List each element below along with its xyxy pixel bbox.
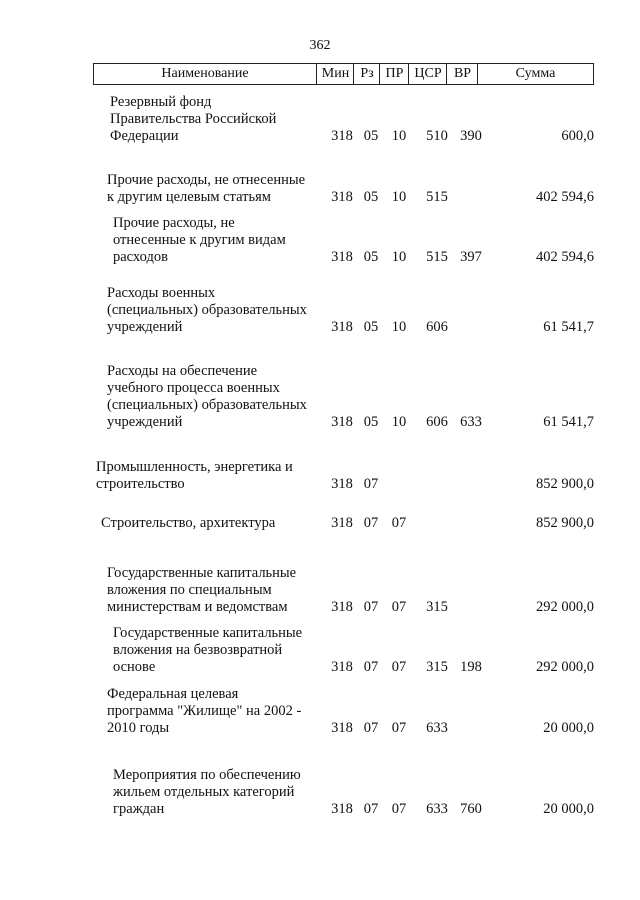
row-name-line: граждан bbox=[113, 801, 165, 817]
row-name bbox=[96, 459, 293, 493]
cell-sum: 852 900,0 bbox=[536, 476, 594, 492]
row-name-line: Резервный фонд bbox=[110, 94, 212, 110]
cell-csr: 633 bbox=[426, 801, 448, 817]
row-name-line: основе bbox=[113, 659, 156, 675]
table-row bbox=[0, 459, 640, 493]
table-row bbox=[0, 625, 640, 676]
row-name-line: Строительство, архитектура bbox=[101, 515, 276, 531]
row-name-line: расходов bbox=[113, 249, 168, 265]
row-name-line: Федеральная целевая bbox=[107, 686, 239, 702]
row-name-line: (специальных) образовательных bbox=[107, 397, 307, 413]
page-number: 362 bbox=[309, 38, 331, 53]
cell-min: 318 bbox=[331, 189, 353, 205]
cell-sum: 20 000,0 bbox=[543, 720, 594, 736]
row-name-line: учреждений bbox=[107, 319, 183, 335]
cell-rz: 07 bbox=[363, 476, 379, 492]
cell-csr: 633 bbox=[426, 720, 448, 736]
cell-vr: 390 bbox=[460, 128, 482, 144]
row-name-line: учреждений bbox=[107, 414, 183, 430]
cell-pr: 10 bbox=[391, 249, 407, 265]
cell-pr: 10 bbox=[391, 414, 407, 430]
cell-vr: 397 bbox=[460, 249, 482, 265]
table-row bbox=[0, 363, 640, 431]
cell-min: 318 bbox=[331, 515, 353, 531]
header-min: Мин bbox=[316, 64, 354, 84]
header-name: Наименование bbox=[161, 66, 249, 81]
header-sum: Сумма bbox=[477, 64, 593, 84]
cell-sum: 402 594,6 bbox=[536, 189, 594, 205]
row-name-line: к другим целевым статьям bbox=[107, 189, 271, 205]
table-row bbox=[0, 767, 640, 818]
cell-csr: 606 bbox=[426, 319, 448, 335]
cell-pr: 07 bbox=[391, 659, 407, 675]
table-row bbox=[0, 94, 640, 145]
header-csr: ЦСР bbox=[408, 64, 447, 84]
cell-rz: 07 bbox=[363, 720, 379, 736]
cell-pr: 10 bbox=[391, 189, 407, 205]
cell-sum: 402 594,6 bbox=[536, 249, 594, 265]
cell-min: 318 bbox=[331, 659, 353, 675]
cell-csr: 315 bbox=[426, 599, 448, 615]
table-row bbox=[0, 172, 640, 206]
row-name-line: Государственные капитальные bbox=[107, 565, 297, 581]
cell-sum: 292 000,0 bbox=[536, 599, 594, 615]
cell-sum: 20 000,0 bbox=[543, 801, 594, 817]
table-row bbox=[0, 686, 640, 737]
row-name-line: отнесенные к другим видам bbox=[113, 232, 286, 248]
table-header bbox=[93, 63, 594, 85]
cell-csr: 606 bbox=[426, 414, 448, 430]
cell-min: 318 bbox=[331, 414, 353, 430]
row-name-line: вложения на безвозвратной bbox=[113, 642, 283, 658]
row-name-line: Государственные капитальные bbox=[113, 625, 303, 641]
cell-rz: 05 bbox=[363, 249, 379, 265]
row-name-line: учебного процесса военных bbox=[107, 380, 280, 396]
cell-rz: 07 bbox=[363, 659, 379, 675]
row-name-line: Мероприятия по обеспечению bbox=[113, 767, 301, 783]
cell-rz: 05 bbox=[363, 189, 379, 205]
row-name bbox=[107, 172, 305, 206]
cell-sum: 61 541,7 bbox=[543, 414, 594, 430]
row-name bbox=[101, 515, 275, 532]
table-row bbox=[0, 565, 640, 616]
row-name bbox=[113, 767, 301, 818]
cell-rz: 07 bbox=[363, 801, 379, 817]
cell-vr: 198 bbox=[460, 659, 482, 675]
row-name bbox=[107, 686, 301, 737]
row-name-line: Расходы на обеспечение bbox=[107, 363, 258, 379]
row-name-line: (специальных) образовательных bbox=[107, 302, 307, 318]
cell-rz: 05 bbox=[363, 128, 379, 144]
cell-pr: 07 bbox=[391, 801, 407, 817]
header-vr: ВР bbox=[446, 64, 478, 84]
row-name bbox=[110, 94, 276, 145]
cell-vr: 633 bbox=[460, 414, 482, 430]
row-name bbox=[113, 215, 286, 266]
cell-pr: 07 bbox=[391, 720, 407, 736]
row-name-line: строительство bbox=[96, 476, 185, 492]
cell-csr: 510 bbox=[426, 128, 448, 144]
cell-sum: 61 541,7 bbox=[543, 319, 594, 335]
row-name bbox=[107, 285, 307, 336]
cell-min: 318 bbox=[331, 720, 353, 736]
row-name-line: 2010 годы bbox=[107, 720, 170, 736]
row-name-line: Федерации bbox=[110, 128, 179, 144]
cell-vr: 760 bbox=[460, 801, 482, 817]
row-name-line: Прочие расходы, не отнесенные bbox=[107, 172, 306, 188]
row-name-line: Расходы военных bbox=[107, 285, 216, 301]
cell-sum: 852 900,0 bbox=[536, 515, 594, 531]
cell-min: 318 bbox=[331, 476, 353, 492]
cell-rz: 05 bbox=[363, 414, 379, 430]
table-row bbox=[0, 215, 640, 266]
cell-rz: 07 bbox=[363, 515, 379, 531]
table-row bbox=[0, 285, 640, 336]
cell-min: 318 bbox=[331, 319, 353, 335]
row-name-line: министерствам и ведомствам bbox=[107, 599, 288, 615]
cell-rz: 07 bbox=[363, 599, 379, 615]
cell-min: 318 bbox=[331, 249, 353, 265]
cell-pr: 07 bbox=[391, 599, 407, 615]
cell-min: 318 bbox=[331, 128, 353, 144]
cell-min: 318 bbox=[331, 801, 353, 817]
row-name bbox=[107, 363, 307, 431]
cell-csr: 515 bbox=[426, 249, 448, 265]
cell-csr: 515 bbox=[426, 189, 448, 205]
cell-sum: 600,0 bbox=[561, 128, 594, 144]
row-name bbox=[113, 625, 302, 676]
cell-sum: 292 000,0 bbox=[536, 659, 594, 675]
row-name-line: Промышленность, энергетика и bbox=[96, 459, 293, 475]
cell-rz: 05 bbox=[363, 319, 379, 335]
row-name-line: жильем отдельных категорий bbox=[113, 784, 295, 800]
cell-pr: 07 bbox=[391, 515, 407, 531]
row-name bbox=[107, 565, 296, 616]
cell-csr: 315 bbox=[426, 659, 448, 675]
cell-pr: 10 bbox=[391, 128, 407, 144]
cell-pr: 10 bbox=[391, 319, 407, 335]
cell-min: 318 bbox=[331, 599, 353, 615]
table-row bbox=[0, 515, 640, 532]
row-name-line: вложения по специальным bbox=[107, 582, 272, 598]
row-name-line: программа "Жилище" на 2002 - bbox=[107, 703, 302, 719]
row-name-line: Прочие расходы, не bbox=[113, 215, 235, 231]
header-rz: Рз bbox=[353, 64, 380, 84]
header-pr: ПР bbox=[379, 64, 409, 84]
row-name-line: Правительства Российской bbox=[110, 111, 277, 127]
